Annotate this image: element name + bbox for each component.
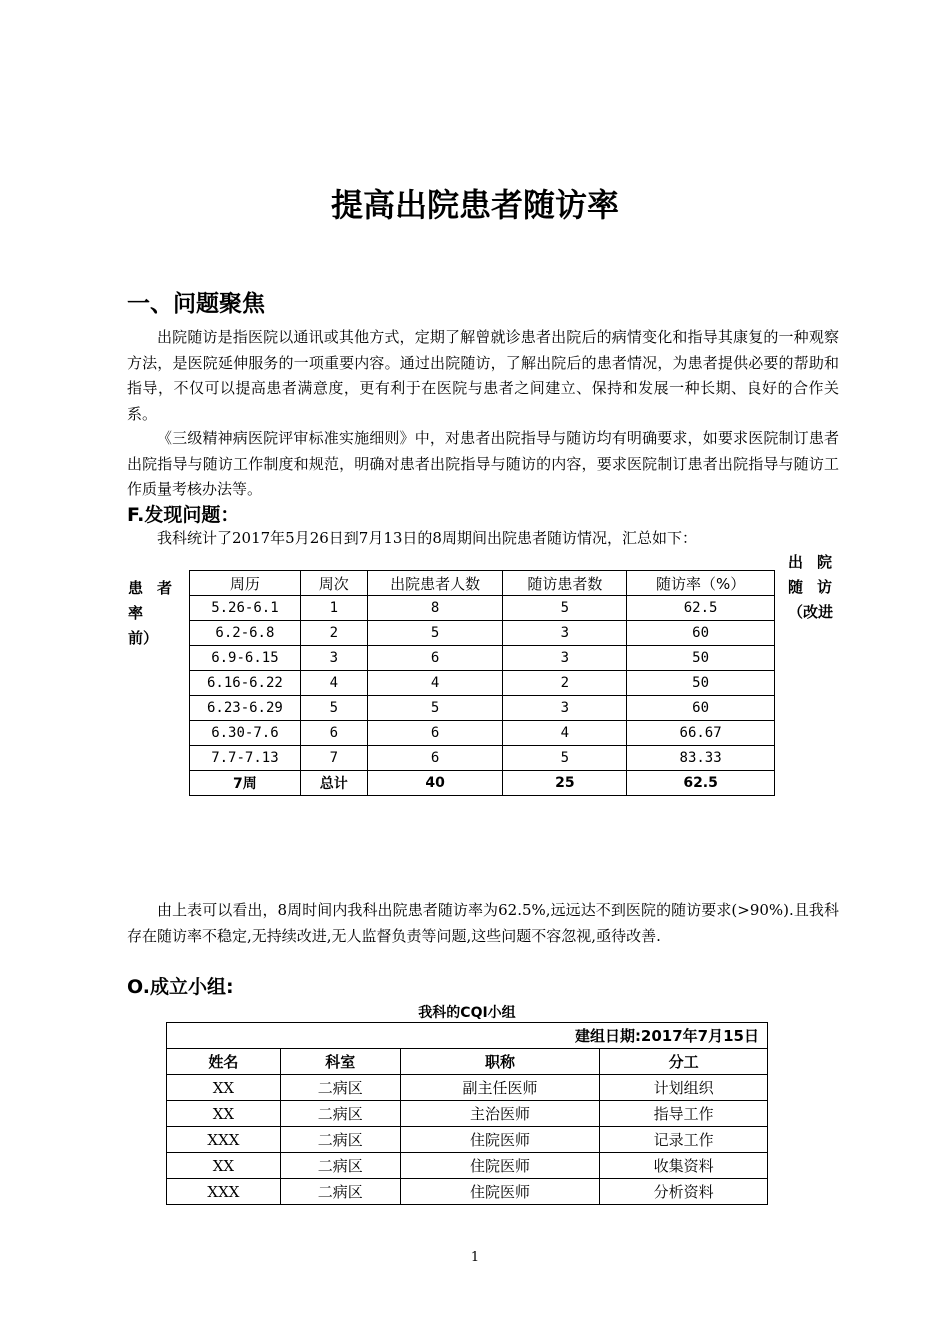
table-cell: 4 [300,671,367,696]
table-cell: XXX [167,1179,281,1205]
table-cell: 总计 [300,771,367,796]
side-label-left [128,576,176,651]
table-cell: 住院医师 [400,1127,600,1153]
table-cell: 分析资料 [600,1179,768,1205]
paragraph-standards: 《三级精神病医院评审标准实施细则》中，对患者出院指导与随访均有明确要求，如要求医院制订患者出院指导与随访工作制度和规范，明确对患者出院指导与随访的内容，要求医院制订患者出院指导与随访工作质量考核办法等。 [127,429,839,498]
side-label-char: 患 [128,579,144,597]
table-cell: 50 [627,671,775,696]
table-cell: 60 [627,696,775,721]
table-cell: 62.5 [627,771,775,796]
column-header: 随访率（%） [627,571,775,596]
paragraph-conclusion: 由上表可以看出，8周时间内我科出院患者随访率为62.5%,远远达不到医院的随访要求(>90%).且我科存在随访率不稳定,无持续改进,无人监督负责等问题,这些问题不容忽视,亟待改善. [127,901,839,945]
section-heading-find-problem: F.发现问题： [127,504,240,526]
table-row [190,646,775,671]
table-cell: 6.2-6.8 [190,621,301,646]
table-row [167,1075,768,1101]
side-label-char: （改进 [788,603,834,621]
table-header-row [167,1049,768,1075]
paragraph-intro: 出院随访是指医院以通讯或其他方式，定期了解曾就诊患者出院后的病情变化和指导其康复的一种观察方法，是医院延伸服务的一项重要内容。通过出院随访，了解出院后的患者情况，为患者提供必要的帮助和指导，不仅可以提高患者满意度，更有利于在医院与患者之间建立、保持和发展一种长期、良好的合作关系。 [127,328,839,423]
table-row [167,1127,768,1153]
table-cell: XX [167,1153,281,1179]
table-header-row [190,571,775,596]
table-cell: 3 [503,646,627,671]
table-cell: 7 [300,746,367,771]
table-cell: 3 [300,646,367,671]
table-row [190,696,775,721]
table-cell: 计划组织 [600,1075,768,1101]
cqi-team-table [166,1022,768,1205]
table-row [190,671,775,696]
table-date-row [167,1023,768,1049]
table-cell: 6.23-6.29 [190,696,301,721]
followup-statistics-table [189,570,775,796]
table-cell: 3 [503,696,627,721]
table-cell: 6 [300,721,367,746]
table-cell: 83.33 [627,746,775,771]
table-cell: 二病区 [280,1179,400,1205]
table-cell: 40 [367,771,503,796]
side-label-char: 院 [817,553,833,571]
side-label-right [788,550,840,625]
table-cell: 5 [367,696,503,721]
column-header: 周历 [190,571,301,596]
table-cell: 收集资料 [600,1153,768,1179]
table-cell: 住院医师 [400,1153,600,1179]
table-cell: 二病区 [280,1101,400,1127]
column-header: 职称 [400,1049,600,1075]
table-row [190,746,775,771]
team-table-caption: 我科的CQI小组 [418,1005,516,1021]
table-cell: 62.5 [627,596,775,621]
table-row [190,721,775,746]
column-header: 科室 [280,1049,400,1075]
table-cell: 6.16-6.22 [190,671,301,696]
table-cell: 60 [627,621,775,646]
table-cell: 住院医师 [400,1179,600,1205]
table-total-row [190,771,775,796]
page-number: 1 [470,1250,480,1265]
page-title: 提高出院患者随访率 [330,186,619,224]
table-cell: 7周 [190,771,301,796]
team-founding-date: 建组日期:2017年7月15日 [167,1023,768,1049]
side-label-char: 率 [128,604,144,622]
table-cell: 6.30-7.6 [190,721,301,746]
table-cell: 指导工作 [600,1101,768,1127]
paragraph-statistics-intro: 我科统计了2017年5月26日到7月13日的8周期间出院患者随访情况，汇总如下： [157,529,697,547]
column-header: 分工 [600,1049,768,1075]
table-cell: 6 [367,746,503,771]
side-label-char: 前） [128,629,159,647]
table-cell: 主治医师 [400,1101,600,1127]
table-cell: 4 [503,721,627,746]
section-heading-form-team: O.成立小组: [127,976,234,998]
table-cell: 记录工作 [600,1127,768,1153]
table-cell: 1 [300,596,367,621]
table-cell: 66.67 [627,721,775,746]
table-cell: 2 [503,671,627,696]
table-cell: 5 [367,621,503,646]
column-header: 出院患者人数 [367,571,503,596]
table-row [167,1153,768,1179]
table-cell: 副主任医师 [400,1075,600,1101]
column-header: 姓名 [167,1049,281,1075]
table-cell: 二病区 [280,1075,400,1101]
table-cell: 二病区 [280,1153,400,1179]
table-cell: 2 [300,621,367,646]
table-cell: 4 [367,671,503,696]
table-row [190,621,775,646]
side-label-char: 访 [817,578,833,596]
table-cell: 25 [503,771,627,796]
table-cell: 6 [367,646,503,671]
table-cell: 二病区 [280,1127,400,1153]
side-label-char: 出 [788,553,804,571]
column-header: 随访患者数 [503,571,627,596]
table-cell: XX [167,1101,281,1127]
column-header: 周次 [300,571,367,596]
table-cell: 5 [503,596,627,621]
table-cell: 5.26-6.1 [190,596,301,621]
table-cell: 6 [367,721,503,746]
table-row [167,1101,768,1127]
table-cell: 6.9-6.15 [190,646,301,671]
table-row [167,1179,768,1205]
table-cell: 3 [503,621,627,646]
section-heading-problem-focus: 一、问题聚焦 [127,291,265,317]
side-label-char: 随 [788,578,804,596]
table-cell: 5 [300,696,367,721]
table-row [190,596,775,621]
table-cell: 50 [627,646,775,671]
side-label-char: 者 [157,579,173,597]
table-cell: 7.7-7.13 [190,746,301,771]
table-cell: XX [167,1075,281,1101]
table-cell: 5 [503,746,627,771]
table-cell: XXX [167,1127,281,1153]
table-cell: 8 [367,596,503,621]
